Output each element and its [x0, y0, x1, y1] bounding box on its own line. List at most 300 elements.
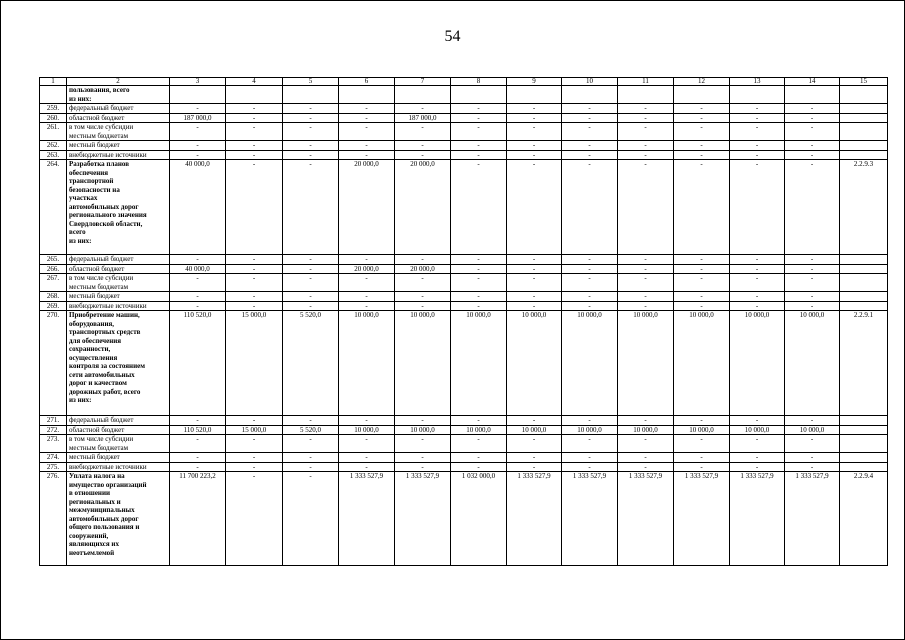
- value-cell-col-10: -: [562, 453, 618, 463]
- column-header-15: 15: [840, 78, 888, 86]
- value-cell-col-13: -: [730, 104, 785, 114]
- value-cell-col-8: -: [451, 264, 507, 274]
- value-cell-col-7: 20 000,0: [395, 264, 451, 274]
- value-cell-col-14: [785, 86, 840, 104]
- value-cell-col-10: 10 000,0: [562, 425, 618, 435]
- value-cell-col-7: 10 000,0: [395, 311, 451, 416]
- value-cell-col-11: -: [618, 274, 674, 292]
- value-cell-col-11: -: [618, 416, 674, 426]
- value-cell-col-8: -: [451, 160, 507, 255]
- program-code: [840, 435, 888, 453]
- value-cell-col-5: -: [283, 104, 339, 114]
- value-cell-col-11: 10 000,0: [618, 425, 674, 435]
- row-number: 276.: [40, 472, 67, 566]
- program-code: [840, 150, 888, 160]
- value-cell-col-7: -: [395, 274, 451, 292]
- value-cell-col-8: -: [451, 113, 507, 123]
- value-cell-col-7: 187 000,0: [395, 113, 451, 123]
- value-cell-col-11: -: [618, 255, 674, 265]
- value-cell-col-6: -: [339, 292, 395, 302]
- value-cell-col-7: -: [395, 292, 451, 302]
- value-cell-col-9: -: [507, 150, 562, 160]
- row-number: 268.: [40, 292, 67, 302]
- table-row: [40, 435, 888, 453]
- table-row: [40, 292, 888, 302]
- value-cell-col-9: -: [507, 453, 562, 463]
- row-name: федеральный бюджет: [67, 255, 170, 265]
- value-cell-col-13: 10 000,0: [730, 425, 785, 435]
- value-cell-col-12: -: [674, 292, 730, 302]
- value-cell-col-7: -: [395, 141, 451, 151]
- row-name: местный бюджет: [67, 453, 170, 463]
- value-cell-col-14: -: [785, 435, 840, 453]
- value-cell-col-8: -: [451, 453, 507, 463]
- row-number: 275.: [40, 462, 67, 472]
- value-cell-col-7: -: [395, 150, 451, 160]
- value-cell-col-13: -: [730, 435, 785, 453]
- value-cell-col-3: -: [170, 150, 226, 160]
- value-cell-col-5: -: [283, 150, 339, 160]
- row-name: Приобретение машин, оборудования, транспортных средств для обеспечения сохранности, осуществления контроля за состоянием сети автомобильных дорог и качеством дорожных работ, всего из них:: [67, 311, 170, 416]
- value-cell-col-14: -: [785, 301, 840, 311]
- value-cell-col-5: 5 520,0: [283, 425, 339, 435]
- value-cell-col-14: -: [785, 150, 840, 160]
- table-row: [40, 150, 888, 160]
- value-cell-col-9: -: [507, 435, 562, 453]
- value-cell-col-3: -: [170, 453, 226, 463]
- value-cell-col-8: 1 032 000,0: [451, 472, 507, 566]
- column-header-2: 2: [67, 78, 170, 86]
- value-cell-col-12: -: [674, 416, 730, 426]
- table-row: [40, 123, 888, 141]
- table-row: [40, 274, 888, 292]
- value-cell-col-10: -: [562, 435, 618, 453]
- table-body: [40, 86, 888, 566]
- row-number: 264.: [40, 160, 67, 255]
- value-cell-col-7: -: [395, 416, 451, 426]
- program-code: [840, 123, 888, 141]
- value-cell-col-12: -: [674, 255, 730, 265]
- value-cell-col-8: -: [451, 462, 507, 472]
- table-row: [40, 104, 888, 114]
- program-code: [840, 86, 888, 104]
- value-cell-col-8: -: [451, 104, 507, 114]
- program-code: [840, 462, 888, 472]
- table-row: [40, 416, 888, 426]
- value-cell-col-6: -: [339, 416, 395, 426]
- value-cell-col-14: -: [785, 416, 840, 426]
- row-number: 271.: [40, 416, 67, 426]
- value-cell-col-5: -: [283, 274, 339, 292]
- value-cell-col-12: -: [674, 301, 730, 311]
- value-cell-col-4: -: [226, 160, 283, 255]
- value-cell-col-8: -: [451, 292, 507, 302]
- value-cell-col-8: [451, 86, 507, 104]
- value-cell-col-5: [283, 86, 339, 104]
- value-cell-col-11: -: [618, 113, 674, 123]
- table-row: [40, 160, 888, 255]
- value-cell-col-8: -: [451, 255, 507, 265]
- value-cell-col-7: 20 000,0: [395, 160, 451, 255]
- value-cell-col-10: -: [562, 274, 618, 292]
- row-number: 270.: [40, 311, 67, 416]
- value-cell-col-12: -: [674, 123, 730, 141]
- column-header-14: 14: [785, 78, 840, 86]
- row-name: внебюджетные источники: [67, 150, 170, 160]
- value-cell-col-9: [507, 86, 562, 104]
- table-row: [40, 255, 888, 265]
- value-cell-col-14: -: [785, 264, 840, 274]
- value-cell-col-6: 10 000,0: [339, 311, 395, 416]
- value-cell-col-8: -: [451, 301, 507, 311]
- value-cell-col-4: -: [226, 150, 283, 160]
- row-name: областной бюджет: [67, 425, 170, 435]
- value-cell-col-11: -: [618, 123, 674, 141]
- value-cell-col-3: 110 520,0: [170, 425, 226, 435]
- value-cell-col-13: -: [730, 292, 785, 302]
- row-name: областной бюджет: [67, 113, 170, 123]
- value-cell-col-10: 1 333 527,9: [562, 472, 618, 566]
- value-cell-col-10: -: [562, 301, 618, 311]
- value-cell-col-13: -: [730, 416, 785, 426]
- value-cell-col-7: 10 000,0: [395, 425, 451, 435]
- value-cell-col-7: -: [395, 453, 451, 463]
- program-code: [840, 292, 888, 302]
- value-cell-col-9: -: [507, 301, 562, 311]
- value-cell-col-12: -: [674, 141, 730, 151]
- value-cell-col-6: -: [339, 301, 395, 311]
- row-name: внебюджетные источники: [67, 301, 170, 311]
- value-cell-col-6: -: [339, 104, 395, 114]
- value-cell-col-4: 15 000,0: [226, 311, 283, 416]
- row-number: 259.: [40, 104, 67, 114]
- value-cell-col-12: 1 333 527,9: [674, 472, 730, 566]
- value-cell-col-8: -: [451, 416, 507, 426]
- value-cell-col-11: -: [618, 462, 674, 472]
- column-header-6: 6: [339, 78, 395, 86]
- value-cell-col-10: 10 000,0: [562, 311, 618, 416]
- value-cell-col-12: -: [674, 435, 730, 453]
- value-cell-col-13: -: [730, 462, 785, 472]
- program-code: 2.2.9.3: [840, 160, 888, 255]
- value-cell-col-5: -: [283, 453, 339, 463]
- value-cell-col-4: -: [226, 274, 283, 292]
- row-number: 273.: [40, 435, 67, 453]
- row-name: Разработка планов обеспечения транспортной безопасности на участках автомобильных дорог регионального значения Свердловской области, всего из них:: [67, 160, 170, 255]
- value-cell-col-12: -: [674, 453, 730, 463]
- column-header-3: 3: [170, 78, 226, 86]
- value-cell-col-6: [339, 86, 395, 104]
- value-cell-col-4: -: [226, 113, 283, 123]
- column-header-11: 11: [618, 78, 674, 86]
- value-cell-col-9: -: [507, 104, 562, 114]
- value-cell-col-10: -: [562, 160, 618, 255]
- value-cell-col-9: -: [507, 160, 562, 255]
- value-cell-col-3: -: [170, 274, 226, 292]
- value-cell-col-11: [618, 86, 674, 104]
- value-cell-col-4: -: [226, 141, 283, 151]
- value-cell-col-13: -: [730, 301, 785, 311]
- value-cell-col-14: -: [785, 255, 840, 265]
- row-number: 274.: [40, 453, 67, 463]
- value-cell-col-11: 1 333 527,9: [618, 472, 674, 566]
- value-cell-col-10: -: [562, 123, 618, 141]
- value-cell-col-3: -: [170, 292, 226, 302]
- value-cell-col-6: -: [339, 150, 395, 160]
- value-cell-col-8: 10 000,0: [451, 425, 507, 435]
- row-number: [40, 86, 67, 104]
- value-cell-col-9: -: [507, 274, 562, 292]
- value-cell-col-14: 10 000,0: [785, 311, 840, 416]
- value-cell-col-13: -: [730, 274, 785, 292]
- table-row: [40, 462, 888, 472]
- column-header-7: 7: [395, 78, 451, 86]
- row-number: 261.: [40, 123, 67, 141]
- value-cell-col-11: -: [618, 104, 674, 114]
- program-code: [840, 301, 888, 311]
- value-cell-col-3: -: [170, 255, 226, 265]
- table-row: [40, 425, 888, 435]
- value-cell-col-14: -: [785, 292, 840, 302]
- value-cell-col-4: -: [226, 123, 283, 141]
- value-cell-col-9: -: [507, 462, 562, 472]
- value-cell-col-9: 1 333 527,9: [507, 472, 562, 566]
- value-cell-col-9: 10 000,0: [507, 311, 562, 416]
- value-cell-col-11: -: [618, 264, 674, 274]
- row-name: федеральный бюджет: [67, 104, 170, 114]
- row-name: в том числе субсидии местным бюджетам: [67, 435, 170, 453]
- value-cell-col-9: -: [507, 255, 562, 265]
- value-cell-col-7: -: [395, 301, 451, 311]
- value-cell-col-13: -: [730, 150, 785, 160]
- value-cell-col-10: [562, 86, 618, 104]
- value-cell-col-5: -: [283, 435, 339, 453]
- value-cell-col-4: -: [226, 453, 283, 463]
- value-cell-col-3: -: [170, 301, 226, 311]
- value-cell-col-7: -: [395, 435, 451, 453]
- row-number: 263.: [40, 150, 67, 160]
- value-cell-col-6: -: [339, 462, 395, 472]
- value-cell-col-5: -: [283, 141, 339, 151]
- value-cell-col-14: -: [785, 274, 840, 292]
- row-number: 266.: [40, 264, 67, 274]
- program-code: [840, 264, 888, 274]
- column-header-5: 5: [283, 78, 339, 86]
- value-cell-col-12: 10 000,0: [674, 311, 730, 416]
- value-cell-col-3: [170, 86, 226, 104]
- table-row: [40, 301, 888, 311]
- value-cell-col-11: -: [618, 141, 674, 151]
- column-header-12: 12: [674, 78, 730, 86]
- value-cell-col-11: 10 000,0: [618, 311, 674, 416]
- value-cell-col-7: -: [395, 123, 451, 141]
- value-cell-col-14: -: [785, 462, 840, 472]
- value-cell-col-3: -: [170, 104, 226, 114]
- value-cell-col-10: -: [562, 150, 618, 160]
- value-cell-col-12: -: [674, 264, 730, 274]
- row-name: в том числе субсидии местным бюджетам: [67, 274, 170, 292]
- value-cell-col-10: -: [562, 104, 618, 114]
- row-name: местный бюджет: [67, 141, 170, 151]
- value-cell-col-3: 40 000,0: [170, 160, 226, 255]
- value-cell-col-13: -: [730, 123, 785, 141]
- value-cell-col-5: -: [283, 113, 339, 123]
- value-cell-col-9: -: [507, 141, 562, 151]
- value-cell-col-6: -: [339, 435, 395, 453]
- table-row: [40, 311, 888, 416]
- value-cell-col-10: -: [562, 141, 618, 151]
- row-name: областной бюджет: [67, 264, 170, 274]
- row-number: 262.: [40, 141, 67, 151]
- value-cell-col-4: -: [226, 255, 283, 265]
- value-cell-col-7: -: [395, 104, 451, 114]
- value-cell-col-13: -: [730, 453, 785, 463]
- value-cell-col-13: 10 000,0: [730, 311, 785, 416]
- value-cell-col-4: [226, 86, 283, 104]
- value-cell-col-11: -: [618, 453, 674, 463]
- value-cell-col-4: -: [226, 462, 283, 472]
- value-cell-col-4: -: [226, 292, 283, 302]
- value-cell-col-3: 187 000,0: [170, 113, 226, 123]
- value-cell-col-13: -: [730, 160, 785, 255]
- value-cell-col-5: -: [283, 160, 339, 255]
- value-cell-col-3: -: [170, 435, 226, 453]
- value-cell-col-6: -: [339, 453, 395, 463]
- program-code: [840, 453, 888, 463]
- value-cell-col-8: -: [451, 123, 507, 141]
- program-code: [840, 104, 888, 114]
- value-cell-col-5: -: [283, 292, 339, 302]
- value-cell-col-13: -: [730, 255, 785, 265]
- value-cell-col-10: -: [562, 255, 618, 265]
- value-cell-col-3: 110 520,0: [170, 311, 226, 416]
- value-cell-col-11: -: [618, 292, 674, 302]
- value-cell-col-14: -: [785, 453, 840, 463]
- value-cell-col-8: -: [451, 141, 507, 151]
- program-code: 2.2.9.1: [840, 311, 888, 416]
- value-cell-col-4: -: [226, 104, 283, 114]
- value-cell-col-13: [730, 86, 785, 104]
- row-name: местный бюджет: [67, 292, 170, 302]
- value-cell-col-3: -: [170, 416, 226, 426]
- value-cell-col-5: -: [283, 255, 339, 265]
- value-cell-col-4: -: [226, 264, 283, 274]
- row-name: внебюджетные источники: [67, 462, 170, 472]
- value-cell-col-3: 11 700 223,2: [170, 472, 226, 566]
- value-cell-col-3: -: [170, 141, 226, 151]
- table-row: [40, 141, 888, 151]
- table-row: [40, 264, 888, 274]
- value-cell-col-14: 10 000,0: [785, 425, 840, 435]
- value-cell-col-10: -: [562, 113, 618, 123]
- value-cell-col-4: -: [226, 435, 283, 453]
- table-row: [40, 472, 888, 566]
- value-cell-col-6: -: [339, 123, 395, 141]
- value-cell-col-9: -: [507, 123, 562, 141]
- row-name: федеральный бюджет: [67, 416, 170, 426]
- value-cell-col-12: -: [674, 113, 730, 123]
- value-cell-col-3: -: [170, 462, 226, 472]
- value-cell-col-12: -: [674, 160, 730, 255]
- value-cell-col-7: 1 333 527,9: [395, 472, 451, 566]
- column-header-8: 8: [451, 78, 507, 86]
- value-cell-col-6: 20 000,0: [339, 160, 395, 255]
- value-cell-col-6: -: [339, 113, 395, 123]
- value-cell-col-6: 10 000,0: [339, 425, 395, 435]
- row-number: 265.: [40, 255, 67, 265]
- value-cell-col-8: -: [451, 435, 507, 453]
- value-cell-col-14: 1 333 527,9: [785, 472, 840, 566]
- value-cell-col-12: [674, 86, 730, 104]
- table-row: [40, 453, 888, 463]
- value-cell-col-7: -: [395, 255, 451, 265]
- value-cell-col-5: -: [283, 264, 339, 274]
- value-cell-col-13: 1 333 527,9: [730, 472, 785, 566]
- column-header-10: 10: [562, 78, 618, 86]
- budget-table: [39, 77, 888, 566]
- value-cell-col-5: -: [283, 462, 339, 472]
- value-cell-col-4: -: [226, 416, 283, 426]
- page-number: 54: [444, 28, 461, 45]
- program-code: [840, 425, 888, 435]
- value-cell-col-5: 5 520,0: [283, 311, 339, 416]
- value-cell-col-11: -: [618, 150, 674, 160]
- value-cell-col-12: -: [674, 462, 730, 472]
- value-cell-col-12: -: [674, 274, 730, 292]
- value-cell-col-13: -: [730, 113, 785, 123]
- value-cell-col-5: -: [283, 416, 339, 426]
- table-row: [40, 86, 888, 104]
- value-cell-col-4: 15 000,0: [226, 425, 283, 435]
- value-cell-col-14: -: [785, 123, 840, 141]
- value-cell-col-12: -: [674, 104, 730, 114]
- row-name: пользования, всего из них:: [67, 86, 170, 104]
- value-cell-col-5: -: [283, 123, 339, 141]
- value-cell-col-13: -: [730, 141, 785, 151]
- program-code: [840, 141, 888, 151]
- row-number: 267.: [40, 274, 67, 292]
- value-cell-col-4: -: [226, 301, 283, 311]
- column-header-13: 13: [730, 78, 785, 86]
- value-cell-col-10: -: [562, 264, 618, 274]
- value-cell-col-8: 10 000,0: [451, 311, 507, 416]
- column-header-9: 9: [507, 78, 562, 86]
- value-cell-col-6: -: [339, 141, 395, 151]
- value-cell-col-3: 40 000,0: [170, 264, 226, 274]
- value-cell-col-8: -: [451, 274, 507, 292]
- value-cell-col-9: -: [507, 416, 562, 426]
- value-cell-col-6: 1 333 527,9: [339, 472, 395, 566]
- value-cell-col-12: -: [674, 150, 730, 160]
- value-cell-col-8: -: [451, 150, 507, 160]
- value-cell-col-3: -: [170, 123, 226, 141]
- value-cell-col-13: -: [730, 264, 785, 274]
- value-cell-col-10: -: [562, 416, 618, 426]
- value-cell-col-11: -: [618, 435, 674, 453]
- value-cell-col-9: -: [507, 264, 562, 274]
- value-cell-col-5: -: [283, 301, 339, 311]
- row-name: в том числе субсидии местным бюджетам: [67, 123, 170, 141]
- value-cell-col-14: -: [785, 160, 840, 255]
- value-cell-col-9: -: [507, 113, 562, 123]
- column-header-4: 4: [226, 78, 283, 86]
- value-cell-col-12: 10 000,0: [674, 425, 730, 435]
- program-code: [840, 274, 888, 292]
- value-cell-col-9: -: [507, 292, 562, 302]
- value-cell-col-14: -: [785, 113, 840, 123]
- row-number: 272.: [40, 425, 67, 435]
- row-name: Уплата налога на имущество организаций в отношении региональных и межмуниципальных автомобильных дорог общего пользования и сооружений, являющихся их неотъемлемой: [67, 472, 170, 566]
